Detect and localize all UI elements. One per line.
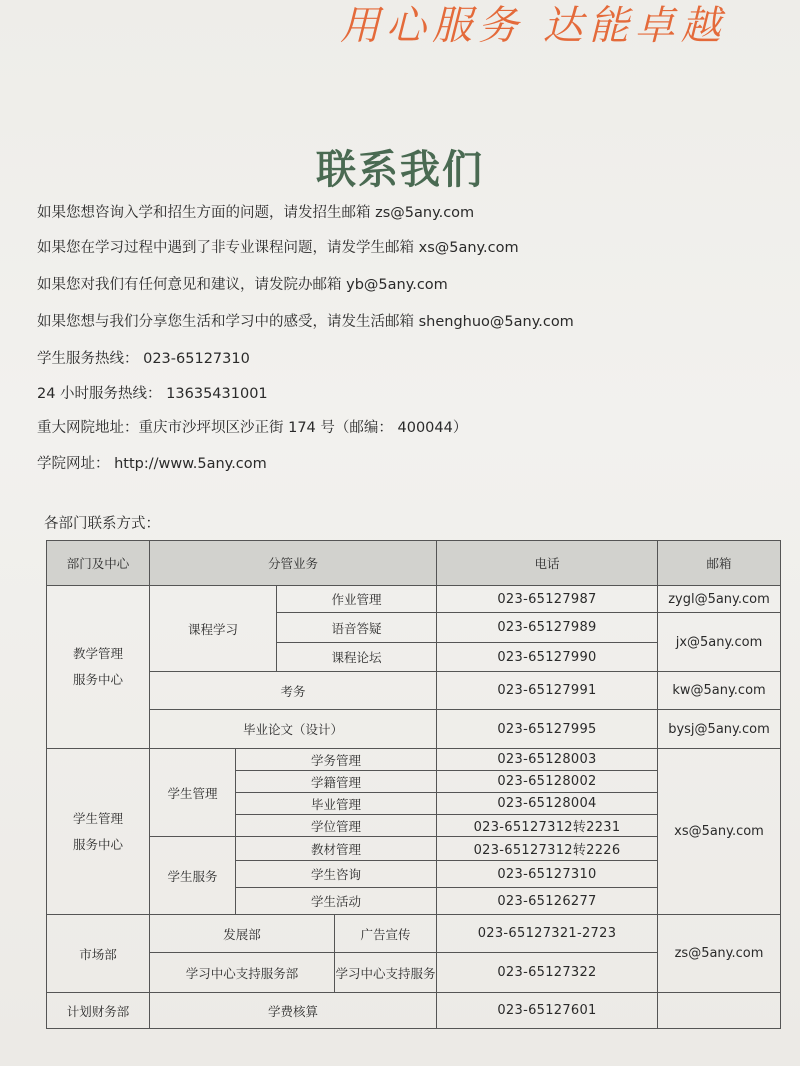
degree-mgmt-cell: 学位管理 xyxy=(236,815,437,837)
teaching-center-cell: 教学管理 服务中心 xyxy=(47,586,150,749)
phone-cell: 023-65127995 xyxy=(437,710,658,749)
phone-cell: 023-65127991 xyxy=(437,672,658,710)
student-activity-cell: 学生活动 xyxy=(236,888,437,915)
page-title: 联系我们 xyxy=(316,147,484,193)
phone-cell: 023-65127322 xyxy=(437,953,658,993)
center-support-dept-cell: 学习中心支持服务部 xyxy=(150,953,335,993)
course-study-cell: 课程学习 xyxy=(150,586,277,672)
website-line: 学院网址： http://www.5any.com xyxy=(37,456,267,472)
table-row xyxy=(47,672,781,710)
phone-cell: 023-65127312转2231 xyxy=(437,815,658,837)
student-service-cell: 学生服务 xyxy=(150,837,236,915)
textbook-mgmt-cell: 教材管理 xyxy=(236,837,437,861)
admissions-email-line: 如果您想咨询入学和招生方面的问题，请发招生邮箱 zs@5any.com xyxy=(37,205,475,221)
email-cell: kw@5any.com xyxy=(658,672,781,710)
24h-hotline: 24 小时服务热线： 13635431001 xyxy=(37,386,268,402)
center-support-cell: 学习中心支持服务 xyxy=(335,953,437,993)
table-header-row xyxy=(47,541,781,586)
phone-cell: 023-65126277 xyxy=(437,888,658,915)
email-cell-empty xyxy=(658,993,781,1029)
tuition-cell: 学费核算 xyxy=(150,993,437,1029)
graduation-mgmt-cell: 毕业管理 xyxy=(236,793,437,815)
header-department: 部门及中心 xyxy=(47,541,150,586)
phone-cell: 023-65127990 xyxy=(437,643,658,672)
finance-dept-cell: 计划财务部 xyxy=(47,993,150,1029)
email-cell: zygl@5any.com xyxy=(658,586,781,613)
phone-cell: 023-65127321-2723 xyxy=(437,915,658,953)
table-row xyxy=(47,915,781,953)
table-row xyxy=(47,710,781,749)
phone-cell: 023-65127310 xyxy=(437,861,658,888)
academic-affairs-cell: 学务管理 xyxy=(236,749,437,771)
voice-qa-cell: 语音答疑 xyxy=(277,613,437,643)
homework-cell: 作业管理 xyxy=(277,586,437,613)
market-dept-cell: 市场部 xyxy=(47,915,150,993)
email-cell: xs@5any.com xyxy=(658,749,781,915)
department-contact-table xyxy=(46,540,781,1029)
phone-cell: 023-65128004 xyxy=(437,793,658,815)
development-cell: 发展部 xyxy=(150,915,335,953)
header-phone: 电话 xyxy=(437,541,658,586)
student-hotline: 学生服务热线： 023-65127310 xyxy=(37,351,250,367)
course-forum-cell: 课程论坛 xyxy=(277,643,437,672)
phone-cell: 023-65128002 xyxy=(437,771,658,793)
student-consult-cell: 学生咨询 xyxy=(236,861,437,888)
office-email-line: 如果您对我们有任何意见和建议，请发院办邮箱 yb@5any.com xyxy=(37,277,448,293)
address-line: 重大网院地址：重庆市沙坪坝区沙正街 174 号（邮编： 400044） xyxy=(37,420,468,436)
student-mgmt-cell: 学生管理 xyxy=(150,749,236,837)
thesis-cell: 毕业论文（设计） xyxy=(150,710,437,749)
phone-cell: 023-65127312转2226 xyxy=(437,837,658,861)
phone-cell: 023-65127989 xyxy=(437,613,658,643)
header-business: 分管业务 xyxy=(150,541,437,586)
email-cell: jx@5any.com xyxy=(658,613,781,672)
student-center-cell: 学生管理 服务中心 xyxy=(47,749,150,915)
phone-cell: 023-65127601 xyxy=(437,993,658,1029)
department-contacts-label: 各部门联系方式： xyxy=(44,516,160,532)
slogan: 用心服务 达能卓越 xyxy=(340,3,727,49)
status-mgmt-cell: 学籍管理 xyxy=(236,771,437,793)
table-row xyxy=(47,993,781,1029)
phone-cell: 023-65127987 xyxy=(437,586,658,613)
email-cell: bysj@5any.com xyxy=(658,710,781,749)
header-email: 邮箱 xyxy=(658,541,781,586)
table-row xyxy=(47,749,781,771)
email-cell: zs@5any.com xyxy=(658,915,781,993)
advertising-cell: 广告宣传 xyxy=(335,915,437,953)
exam-cell: 考务 xyxy=(150,672,437,710)
life-email-line: 如果您想与我们分享您生活和学习中的感受，请发生活邮箱 shenghuo@5any.com xyxy=(37,314,574,330)
table-row xyxy=(47,586,781,613)
student-email-line: 如果您在学习过程中遇到了非专业课程问题，请发学生邮箱 xs@5any.com xyxy=(37,240,519,256)
phone-cell: 023-65128003 xyxy=(437,749,658,771)
